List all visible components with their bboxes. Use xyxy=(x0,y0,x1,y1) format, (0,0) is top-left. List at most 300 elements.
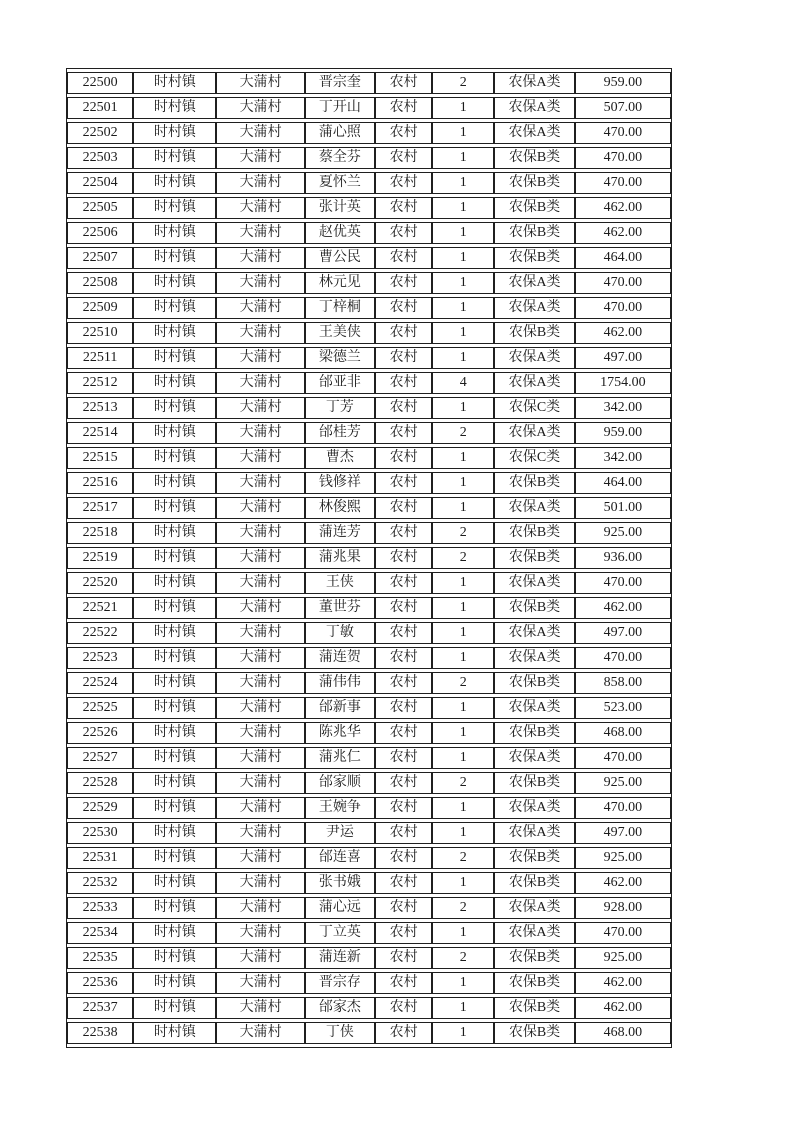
cell-insurance-category: 农保B类 xyxy=(494,847,574,869)
cell-amount: 959.00 xyxy=(575,72,671,94)
table-row xyxy=(67,1022,671,1044)
cell-insurance-category: 农保A类 xyxy=(494,647,574,669)
cell-insurance-category: 农保B类 xyxy=(494,522,574,544)
table-row xyxy=(67,422,671,444)
cell-insurance-category: 农保A类 xyxy=(494,897,574,919)
cell-person-name: 晋宗奎 xyxy=(305,72,375,94)
table-row xyxy=(67,172,671,194)
cell-village: 大蒲村 xyxy=(216,72,304,94)
cell-record-id: 22534 xyxy=(67,922,133,944)
cell-insurance-category: 农保A类 xyxy=(494,97,574,119)
cell-person-count: 1 xyxy=(432,697,494,719)
cell-record-id: 22518 xyxy=(67,522,133,544)
cell-town: 时村镇 xyxy=(133,472,216,494)
cell-record-id: 22532 xyxy=(67,872,133,894)
cell-amount: 858.00 xyxy=(575,672,671,694)
cell-person-count: 1 xyxy=(432,97,494,119)
cell-village: 大蒲村 xyxy=(216,172,304,194)
cell-town: 时村镇 xyxy=(133,647,216,669)
cell-person-name: 张计英 xyxy=(305,197,375,219)
cell-insurance-category: 农保A类 xyxy=(494,797,574,819)
cell-person-name: 蒲连芳 xyxy=(305,522,375,544)
cell-village: 大蒲村 xyxy=(216,222,304,244)
cell-record-id: 22512 xyxy=(67,372,133,394)
cell-amount: 462.00 xyxy=(575,597,671,619)
cell-town: 时村镇 xyxy=(133,547,216,569)
cell-person-count: 1 xyxy=(432,622,494,644)
cell-insurance-category: 农保A类 xyxy=(494,747,574,769)
cell-insurance-category: 农保A类 xyxy=(494,72,574,94)
table-row xyxy=(67,397,671,419)
table-row xyxy=(67,197,671,219)
cell-person-name: 蒲兆果 xyxy=(305,547,375,569)
cell-person-count: 2 xyxy=(432,847,494,869)
cell-amount: 925.00 xyxy=(575,772,671,794)
table-row xyxy=(67,547,671,569)
cell-village: 大蒲村 xyxy=(216,122,304,144)
cell-town: 时村镇 xyxy=(133,372,216,394)
cell-insurance-category: 农保B类 xyxy=(494,672,574,694)
cell-town: 时村镇 xyxy=(133,672,216,694)
cell-town: 时村镇 xyxy=(133,322,216,344)
cell-household-type: 农村 xyxy=(375,822,432,844)
cell-person-name: 邰连喜 xyxy=(305,847,375,869)
cell-village: 大蒲村 xyxy=(216,572,304,594)
cell-household-type: 农村 xyxy=(375,247,432,269)
cell-village: 大蒲村 xyxy=(216,147,304,169)
cell-household-type: 农村 xyxy=(375,997,432,1019)
table-row xyxy=(67,347,671,369)
cell-person-count: 2 xyxy=(432,897,494,919)
cell-village: 大蒲村 xyxy=(216,247,304,269)
cell-insurance-category: 农保A类 xyxy=(494,922,574,944)
cell-amount: 342.00 xyxy=(575,447,671,469)
cell-insurance-category: 农保B类 xyxy=(494,472,574,494)
cell-person-count: 2 xyxy=(432,422,494,444)
cell-record-id: 22538 xyxy=(67,1022,133,1044)
cell-household-type: 农村 xyxy=(375,697,432,719)
cell-household-type: 农村 xyxy=(375,522,432,544)
cell-person-count: 2 xyxy=(432,672,494,694)
cell-village: 大蒲村 xyxy=(216,947,304,969)
cell-household-type: 农村 xyxy=(375,597,432,619)
cell-insurance-category: 农保B类 xyxy=(494,972,574,994)
cell-person-count: 1 xyxy=(432,722,494,744)
cell-person-count: 1 xyxy=(432,272,494,294)
cell-insurance-category: 农保A类 xyxy=(494,572,574,594)
cell-village: 大蒲村 xyxy=(216,522,304,544)
cell-person-name: 邰新事 xyxy=(305,697,375,719)
cell-amount: 468.00 xyxy=(575,722,671,744)
cell-town: 时村镇 xyxy=(133,897,216,919)
cell-amount: 470.00 xyxy=(575,747,671,769)
cell-record-id: 22530 xyxy=(67,822,133,844)
table-row xyxy=(67,97,671,119)
cell-person-name: 蒲心照 xyxy=(305,122,375,144)
table-row xyxy=(67,847,671,869)
table-row xyxy=(67,622,671,644)
table-row xyxy=(67,572,671,594)
table-row xyxy=(67,247,671,269)
cell-record-id: 22505 xyxy=(67,197,133,219)
cell-amount: 470.00 xyxy=(575,147,671,169)
cell-person-name: 陈兆华 xyxy=(305,722,375,744)
table-row xyxy=(67,372,671,394)
cell-amount: 462.00 xyxy=(575,197,671,219)
table-row xyxy=(67,772,671,794)
cell-insurance-category: 农保B类 xyxy=(494,997,574,1019)
cell-town: 时村镇 xyxy=(133,1022,216,1044)
cell-town: 时村镇 xyxy=(133,347,216,369)
cell-person-count: 1 xyxy=(432,922,494,944)
cell-record-id: 22519 xyxy=(67,547,133,569)
table-row xyxy=(67,747,671,769)
table-row xyxy=(67,672,671,694)
cell-amount: 507.00 xyxy=(575,97,671,119)
cell-amount: 497.00 xyxy=(575,622,671,644)
cell-person-count: 1 xyxy=(432,747,494,769)
cell-insurance-category: 农保A类 xyxy=(494,347,574,369)
cell-person-name: 邰亚非 xyxy=(305,372,375,394)
cell-town: 时村镇 xyxy=(133,297,216,319)
cell-person-name: 林元见 xyxy=(305,272,375,294)
cell-record-id: 22507 xyxy=(67,247,133,269)
cell-person-name: 邰桂芳 xyxy=(305,422,375,444)
cell-person-name: 晋宗存 xyxy=(305,972,375,994)
cell-person-count: 1 xyxy=(432,822,494,844)
cell-person-name: 王美侠 xyxy=(305,322,375,344)
table-row xyxy=(67,472,671,494)
cell-town: 时村镇 xyxy=(133,422,216,444)
cell-amount: 936.00 xyxy=(575,547,671,569)
cell-town: 时村镇 xyxy=(133,697,216,719)
cell-town: 时村镇 xyxy=(133,197,216,219)
cell-person-count: 2 xyxy=(432,547,494,569)
cell-record-id: 22520 xyxy=(67,572,133,594)
cell-insurance-category: 农保A类 xyxy=(494,822,574,844)
cell-amount: 462.00 xyxy=(575,997,671,1019)
cell-amount: 470.00 xyxy=(575,572,671,594)
cell-town: 时村镇 xyxy=(133,272,216,294)
table-row xyxy=(67,972,671,994)
cell-person-name: 丁立英 xyxy=(305,922,375,944)
cell-amount: 925.00 xyxy=(575,947,671,969)
cell-person-count: 2 xyxy=(432,522,494,544)
cell-village: 大蒲村 xyxy=(216,347,304,369)
cell-town: 时村镇 xyxy=(133,797,216,819)
cell-household-type: 农村 xyxy=(375,447,432,469)
cell-amount: 470.00 xyxy=(575,172,671,194)
cell-insurance-category: 农保A类 xyxy=(494,372,574,394)
cell-person-count: 1 xyxy=(432,397,494,419)
cell-record-id: 22515 xyxy=(67,447,133,469)
cell-town: 时村镇 xyxy=(133,522,216,544)
cell-village: 大蒲村 xyxy=(216,797,304,819)
cell-person-name: 夏怀兰 xyxy=(305,172,375,194)
cell-insurance-category: 农保C类 xyxy=(494,447,574,469)
cell-village: 大蒲村 xyxy=(216,472,304,494)
cell-town: 时村镇 xyxy=(133,572,216,594)
cell-village: 大蒲村 xyxy=(216,722,304,744)
cell-person-count: 1 xyxy=(432,447,494,469)
cell-record-id: 22501 xyxy=(67,97,133,119)
cell-person-name: 张书娥 xyxy=(305,872,375,894)
cell-village: 大蒲村 xyxy=(216,672,304,694)
cell-person-count: 1 xyxy=(432,122,494,144)
cell-household-type: 农村 xyxy=(375,847,432,869)
cell-amount: 1754.00 xyxy=(575,372,671,394)
table-row xyxy=(67,872,671,894)
cell-record-id: 22527 xyxy=(67,747,133,769)
table-row xyxy=(67,697,671,719)
cell-village: 大蒲村 xyxy=(216,822,304,844)
table-row xyxy=(67,297,671,319)
cell-amount: 523.00 xyxy=(575,697,671,719)
cell-amount: 468.00 xyxy=(575,1022,671,1044)
cell-household-type: 农村 xyxy=(375,472,432,494)
cell-person-name: 曹杰 xyxy=(305,447,375,469)
cell-amount: 497.00 xyxy=(575,347,671,369)
cell-record-id: 22509 xyxy=(67,297,133,319)
table-row xyxy=(67,497,671,519)
cell-village: 大蒲村 xyxy=(216,747,304,769)
cell-household-type: 农村 xyxy=(375,622,432,644)
cell-household-type: 农村 xyxy=(375,1022,432,1044)
cell-insurance-category: 农保B类 xyxy=(494,722,574,744)
cell-record-id: 22531 xyxy=(67,847,133,869)
cell-record-id: 22503 xyxy=(67,147,133,169)
table-row xyxy=(67,597,671,619)
cell-person-count: 1 xyxy=(432,297,494,319)
cell-insurance-category: 农保B类 xyxy=(494,947,574,969)
cell-household-type: 农村 xyxy=(375,397,432,419)
cell-amount: 501.00 xyxy=(575,497,671,519)
table-row xyxy=(67,122,671,144)
cell-town: 时村镇 xyxy=(133,597,216,619)
cell-amount: 464.00 xyxy=(575,247,671,269)
cell-household-type: 农村 xyxy=(375,497,432,519)
cell-insurance-category: 农保B类 xyxy=(494,172,574,194)
cell-record-id: 22521 xyxy=(67,597,133,619)
cell-record-id: 22508 xyxy=(67,272,133,294)
cell-person-count: 2 xyxy=(432,772,494,794)
cell-household-type: 农村 xyxy=(375,572,432,594)
cell-amount: 462.00 xyxy=(575,872,671,894)
cell-person-count: 1 xyxy=(432,797,494,819)
cell-household-type: 农村 xyxy=(375,222,432,244)
cell-household-type: 农村 xyxy=(375,872,432,894)
cell-amount: 470.00 xyxy=(575,647,671,669)
cell-household-type: 农村 xyxy=(375,922,432,944)
insurance-roster-table xyxy=(66,68,672,1048)
cell-village: 大蒲村 xyxy=(216,622,304,644)
table-row xyxy=(67,922,671,944)
cell-insurance-category: 农保A类 xyxy=(494,497,574,519)
cell-household-type: 农村 xyxy=(375,422,432,444)
cell-household-type: 农村 xyxy=(375,547,432,569)
cell-person-name: 蒲心远 xyxy=(305,897,375,919)
cell-household-type: 农村 xyxy=(375,747,432,769)
cell-household-type: 农村 xyxy=(375,97,432,119)
cell-record-id: 22506 xyxy=(67,222,133,244)
cell-person-count: 2 xyxy=(432,72,494,94)
table-row xyxy=(67,322,671,344)
cell-record-id: 22516 xyxy=(67,472,133,494)
cell-town: 时村镇 xyxy=(133,847,216,869)
cell-person-name: 王婉争 xyxy=(305,797,375,819)
cell-village: 大蒲村 xyxy=(216,697,304,719)
cell-person-name: 蒲连贺 xyxy=(305,647,375,669)
cell-person-count: 1 xyxy=(432,347,494,369)
cell-insurance-category: 农保A类 xyxy=(494,622,574,644)
cell-person-name: 邰家顺 xyxy=(305,772,375,794)
cell-town: 时村镇 xyxy=(133,222,216,244)
cell-town: 时村镇 xyxy=(133,772,216,794)
cell-person-count: 1 xyxy=(432,197,494,219)
table-row xyxy=(67,647,671,669)
cell-household-type: 农村 xyxy=(375,272,432,294)
cell-record-id: 22514 xyxy=(67,422,133,444)
cell-household-type: 农村 xyxy=(375,797,432,819)
cell-town: 时村镇 xyxy=(133,72,216,94)
cell-insurance-category: 农保B类 xyxy=(494,197,574,219)
cell-amount: 497.00 xyxy=(575,822,671,844)
cell-record-id: 22500 xyxy=(67,72,133,94)
cell-person-name: 曹公民 xyxy=(305,247,375,269)
cell-person-count: 1 xyxy=(432,997,494,1019)
cell-insurance-category: 农保A类 xyxy=(494,697,574,719)
cell-person-name: 丁梓桐 xyxy=(305,297,375,319)
cell-person-name: 丁侠 xyxy=(305,1022,375,1044)
cell-household-type: 农村 xyxy=(375,172,432,194)
cell-amount: 470.00 xyxy=(575,122,671,144)
cell-insurance-category: 农保B类 xyxy=(494,322,574,344)
cell-household-type: 农村 xyxy=(375,297,432,319)
cell-amount: 462.00 xyxy=(575,322,671,344)
cell-village: 大蒲村 xyxy=(216,297,304,319)
cell-village: 大蒲村 xyxy=(216,497,304,519)
table-row xyxy=(67,822,671,844)
cell-record-id: 22517 xyxy=(67,497,133,519)
cell-record-id: 22510 xyxy=(67,322,133,344)
cell-record-id: 22533 xyxy=(67,897,133,919)
cell-insurance-category: 农保A类 xyxy=(494,297,574,319)
cell-town: 时村镇 xyxy=(133,397,216,419)
cell-record-id: 22535 xyxy=(67,947,133,969)
cell-household-type: 农村 xyxy=(375,772,432,794)
cell-town: 时村镇 xyxy=(133,447,216,469)
cell-person-name: 蒲兆仁 xyxy=(305,747,375,769)
cell-person-name: 王侠 xyxy=(305,572,375,594)
cell-insurance-category: 农保B类 xyxy=(494,247,574,269)
cell-town: 时村镇 xyxy=(133,922,216,944)
cell-amount: 342.00 xyxy=(575,397,671,419)
cell-town: 时村镇 xyxy=(133,722,216,744)
cell-person-name: 尹运 xyxy=(305,822,375,844)
roster-body xyxy=(67,72,671,1044)
cell-person-name: 蒲伟伟 xyxy=(305,672,375,694)
table-row xyxy=(67,222,671,244)
cell-village: 大蒲村 xyxy=(216,647,304,669)
table-row xyxy=(67,72,671,94)
cell-town: 时村镇 xyxy=(133,872,216,894)
cell-person-count: 4 xyxy=(432,372,494,394)
cell-household-type: 农村 xyxy=(375,147,432,169)
cell-insurance-category: 农保B类 xyxy=(494,147,574,169)
cell-town: 时村镇 xyxy=(133,497,216,519)
cell-insurance-category: 农保B类 xyxy=(494,1022,574,1044)
cell-person-count: 1 xyxy=(432,147,494,169)
cell-person-count: 1 xyxy=(432,972,494,994)
cell-amount: 925.00 xyxy=(575,847,671,869)
cell-record-id: 22524 xyxy=(67,672,133,694)
cell-town: 时村镇 xyxy=(133,247,216,269)
cell-person-name: 邰家杰 xyxy=(305,997,375,1019)
cell-person-name: 梁德兰 xyxy=(305,347,375,369)
cell-person-count: 1 xyxy=(432,222,494,244)
cell-record-id: 22525 xyxy=(67,697,133,719)
cell-village: 大蒲村 xyxy=(216,997,304,1019)
cell-village: 大蒲村 xyxy=(216,197,304,219)
cell-village: 大蒲村 xyxy=(216,847,304,869)
cell-person-count: 1 xyxy=(432,597,494,619)
cell-village: 大蒲村 xyxy=(216,897,304,919)
cell-person-name: 蔡全芬 xyxy=(305,147,375,169)
cell-person-count: 1 xyxy=(432,472,494,494)
cell-village: 大蒲村 xyxy=(216,872,304,894)
cell-person-count: 1 xyxy=(432,647,494,669)
cell-village: 大蒲村 xyxy=(216,972,304,994)
cell-town: 时村镇 xyxy=(133,122,216,144)
cell-household-type: 农村 xyxy=(375,672,432,694)
cell-village: 大蒲村 xyxy=(216,447,304,469)
cell-town: 时村镇 xyxy=(133,972,216,994)
cell-household-type: 农村 xyxy=(375,972,432,994)
cell-amount: 470.00 xyxy=(575,272,671,294)
cell-person-name: 董世芬 xyxy=(305,597,375,619)
cell-record-id: 22537 xyxy=(67,997,133,1019)
cell-insurance-category: 农保B类 xyxy=(494,547,574,569)
cell-insurance-category: 农保C类 xyxy=(494,397,574,419)
cell-village: 大蒲村 xyxy=(216,397,304,419)
cell-person-name: 丁敏 xyxy=(305,622,375,644)
table-row xyxy=(67,897,671,919)
cell-town: 时村镇 xyxy=(133,172,216,194)
cell-person-count: 1 xyxy=(432,1022,494,1044)
cell-amount: 959.00 xyxy=(575,422,671,444)
cell-village: 大蒲村 xyxy=(216,422,304,444)
cell-amount: 470.00 xyxy=(575,797,671,819)
cell-town: 时村镇 xyxy=(133,622,216,644)
cell-amount: 925.00 xyxy=(575,522,671,544)
cell-person-count: 1 xyxy=(432,247,494,269)
table-row xyxy=(67,797,671,819)
cell-person-count: 1 xyxy=(432,497,494,519)
cell-record-id: 22511 xyxy=(67,347,133,369)
cell-person-count: 1 xyxy=(432,322,494,344)
cell-insurance-category: 农保B类 xyxy=(494,597,574,619)
cell-insurance-category: 农保A类 xyxy=(494,422,574,444)
cell-record-id: 22502 xyxy=(67,122,133,144)
cell-amount: 462.00 xyxy=(575,972,671,994)
table-row xyxy=(67,447,671,469)
cell-household-type: 农村 xyxy=(375,647,432,669)
cell-person-name: 林俊熙 xyxy=(305,497,375,519)
cell-household-type: 农村 xyxy=(375,347,432,369)
table-row xyxy=(67,997,671,1019)
cell-record-id: 22526 xyxy=(67,722,133,744)
cell-household-type: 农村 xyxy=(375,722,432,744)
